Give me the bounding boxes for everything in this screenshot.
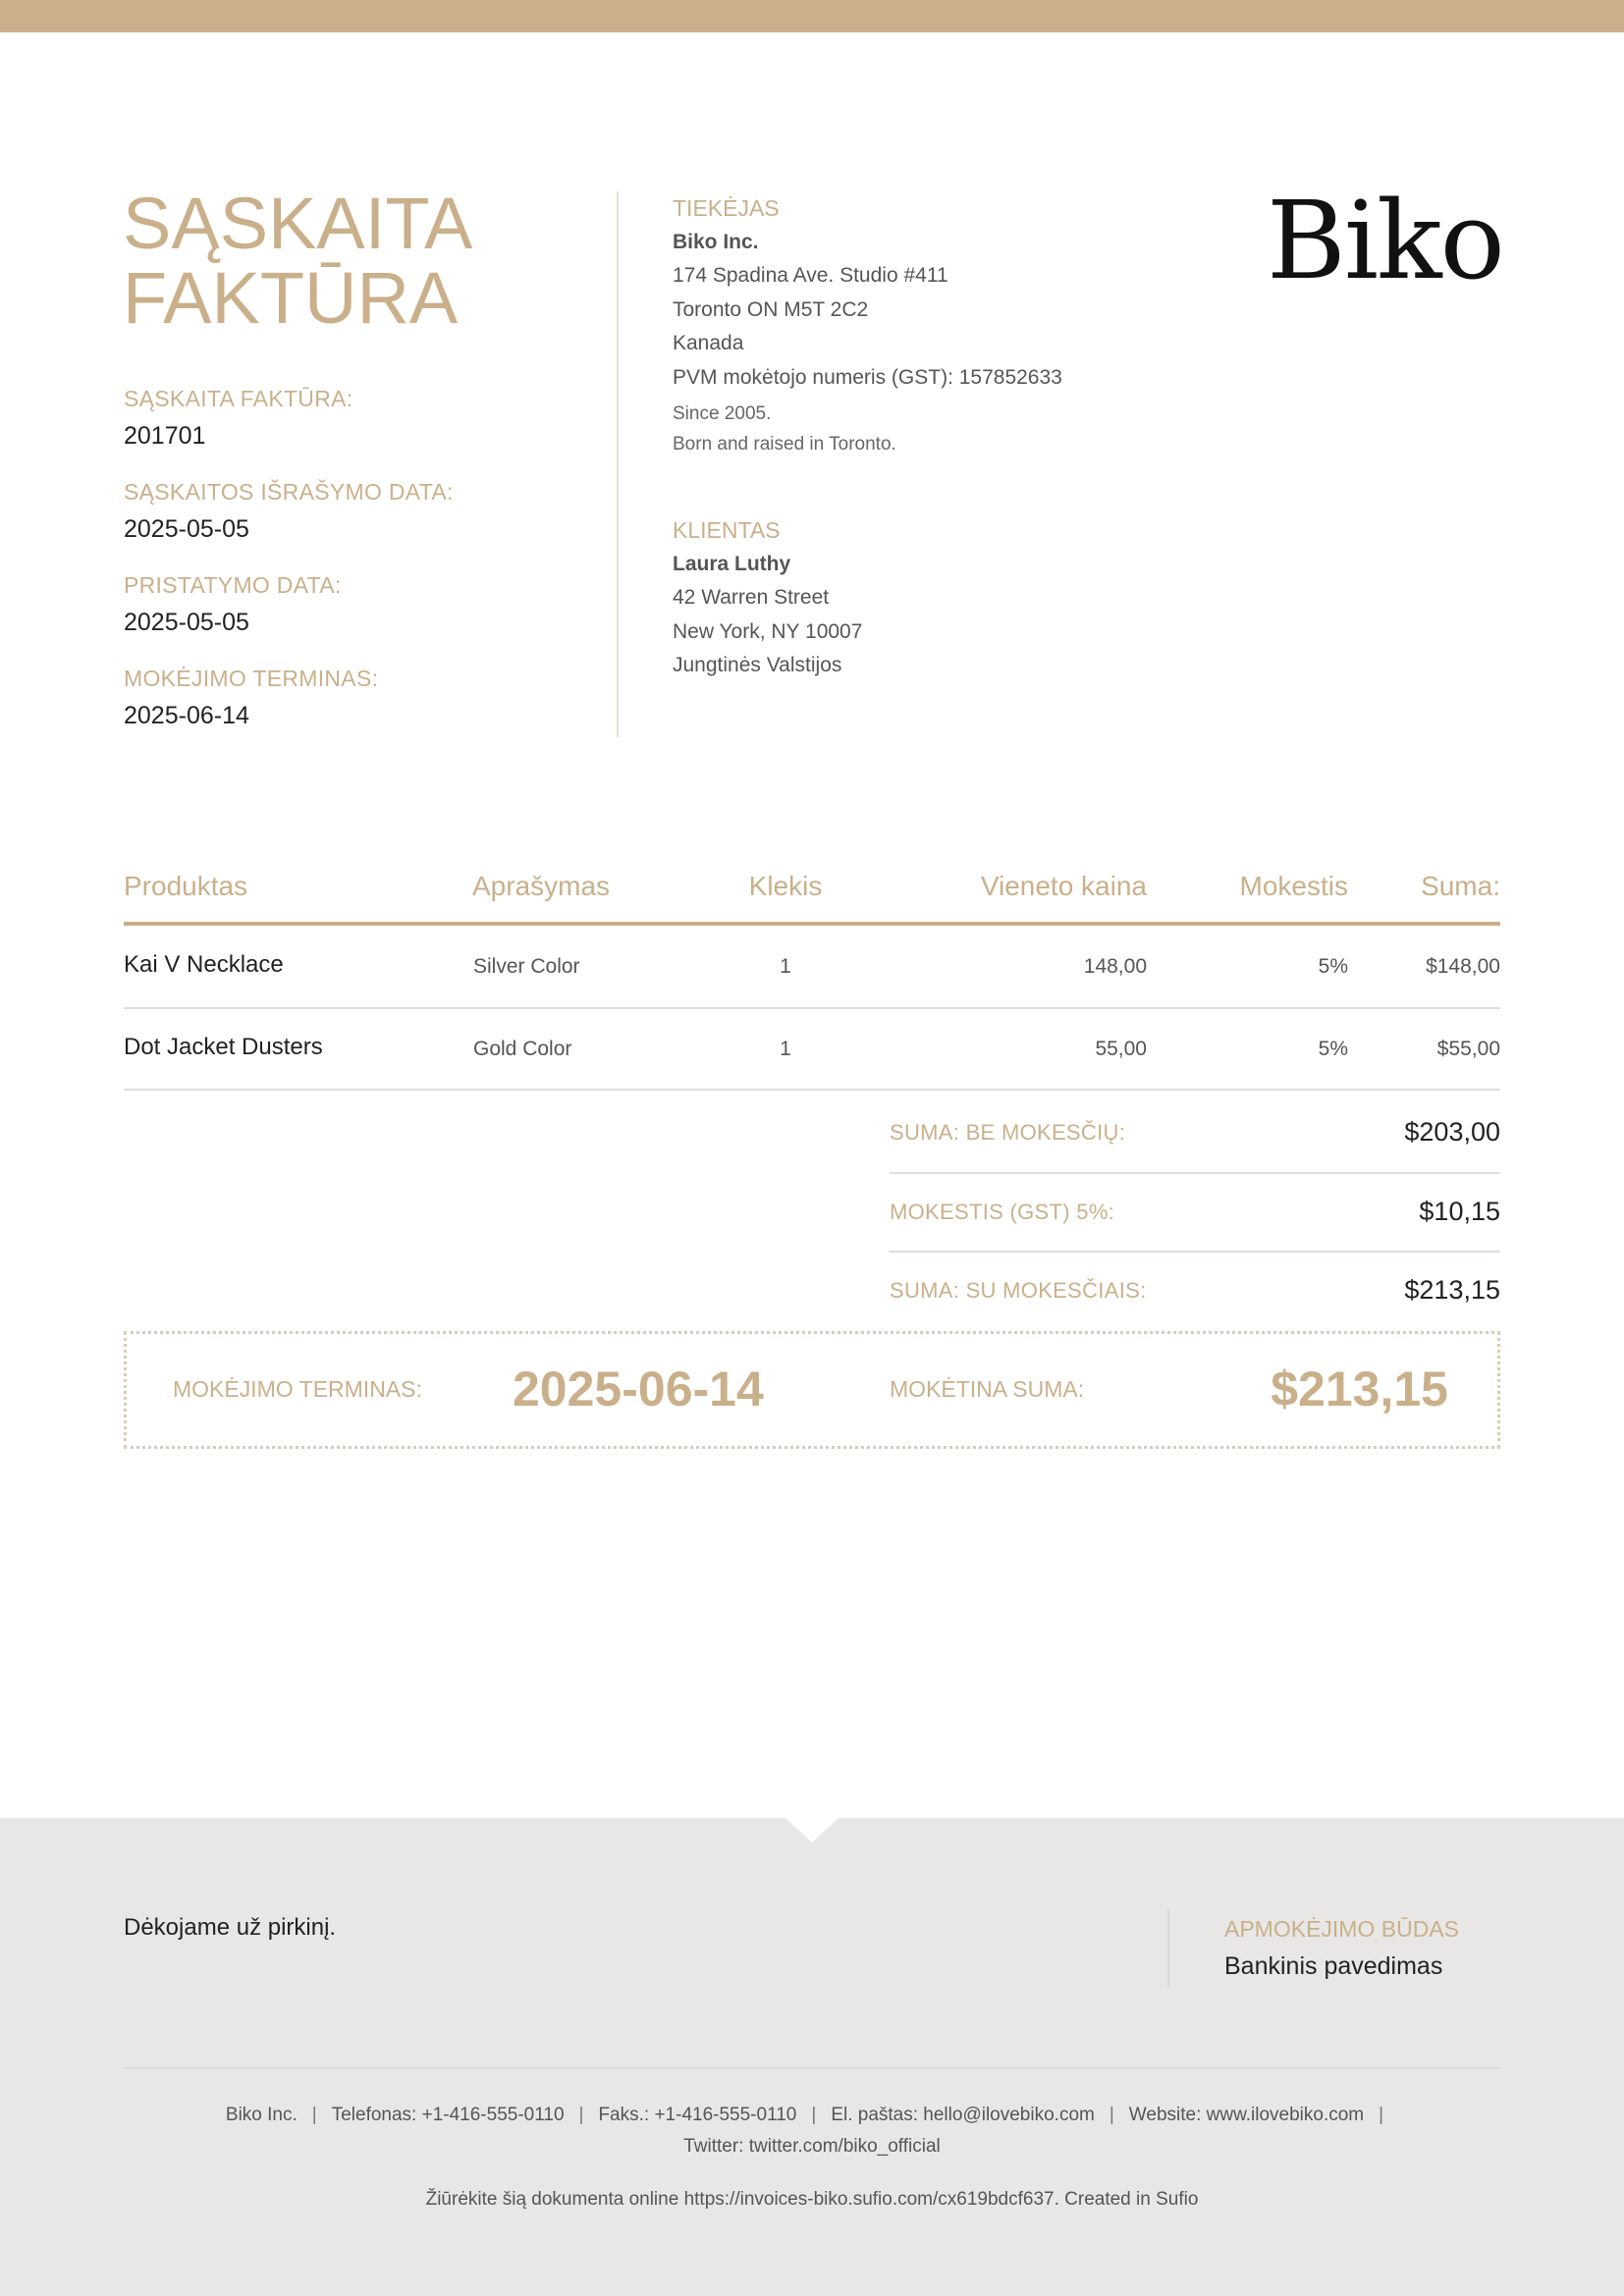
supplier-note2: Born and raised in Toronto. [673, 434, 896, 454]
meta-label: SĄSKAITOS IŠRAŠYMO DATA: [124, 479, 454, 505]
invoice-title-line2: FAKTŪRA [123, 257, 459, 339]
meta-due-date [124, 665, 595, 758]
contact-separator: | [1379, 2105, 1384, 2125]
supplier-address2: Toronto ON M5T 2C2 [673, 297, 869, 321]
contact-fax: Faks.: +1-416-555-0110 [598, 2105, 797, 2125]
contact-website[interactable]: Website: www.ilovebiko.com [1128, 2105, 1365, 2125]
row-divider [124, 1007, 1500, 1009]
client-address1: 42 Warren Street [673, 586, 830, 609]
cell-sum: $148,00 [1426, 955, 1500, 978]
top-accent-bar [0, 0, 1624, 32]
payment-method-label: APMOKĖJIMO BŪDAS [1224, 1916, 1459, 1942]
client-name: Laura Luthy [673, 553, 791, 575]
client-address2: New York, NY 10007 [673, 619, 863, 643]
col-header-unit-price: Vieneto kaina [980, 871, 1147, 901]
contact-separator: | [311, 2105, 317, 2125]
meta-label: PRISTATYMO DATA: [124, 572, 342, 598]
client-label: KLIENTAS [673, 517, 781, 543]
totals-divider [890, 1172, 1500, 1174]
header-divider [617, 191, 619, 737]
supplier-block [673, 194, 1360, 459]
meta-delivery-date [124, 571, 595, 665]
col-header-product: Produktas [124, 871, 248, 901]
meta-invoice-number [124, 385, 595, 478]
supplier-label: TIEKĖJAS [673, 195, 780, 221]
cell-product: Kai V Necklace [124, 951, 284, 978]
supplier-tax-number: PVM mokėtojo numeris (GST): 157852633 [673, 365, 1062, 389]
invoice-meta [124, 385, 595, 758]
cell-tax: 5% [1318, 955, 1348, 978]
meta-value: 2025-05-05 [124, 515, 249, 543]
tax-value: $10,15 [1419, 1197, 1500, 1226]
contact-separator: | [811, 2105, 817, 2125]
table-header-rule [124, 922, 1500, 926]
cell-product: Dot Jacket Dusters [124, 1034, 323, 1060]
cell-description: Silver Color [473, 955, 580, 978]
contact-email[interactable]: El. paštas: hello@ilovebiko.com [831, 2105, 1095, 2125]
cell-qty: 1 [780, 955, 791, 978]
col-header-qty: Klekis [748, 871, 823, 901]
footer-divider [1167, 1910, 1169, 1987]
meta-issue-date [124, 478, 595, 571]
contact-separator: | [1109, 2105, 1114, 2125]
amount-due-box [124, 1331, 1500, 1449]
contact-company: Biko Inc. [225, 2105, 298, 2125]
thanks-message: Dėkojame už pirkinį. [124, 1914, 337, 1941]
contact-info [124, 2100, 1500, 2163]
invoice-title [123, 183, 473, 339]
cell-sum: $55,00 [1436, 1038, 1500, 1060]
meta-label: SĄSKAITA FAKTŪRA: [124, 386, 353, 411]
meta-value: 2025-06-14 [124, 702, 249, 729]
cell-qty: 1 [780, 1038, 791, 1060]
row-divider [124, 1089, 1500, 1091]
footer-rule [124, 2067, 1500, 2069]
due-term-value: 2025-06-14 [513, 1362, 764, 1416]
contact-phone[interactable]: Telefonas: +1-416-555-0110 [331, 2105, 565, 2125]
supplier-address1: 174 Spadina Ave. Studio #411 [673, 264, 948, 287]
footer [0, 1818, 1624, 2296]
contact-twitter[interactable]: Twitter: twitter.com/biko_official [683, 2136, 941, 2157]
due-term-label: MOKĖJIMO TERMINAS: [173, 1376, 422, 1402]
footer-notch [785, 1817, 839, 1842]
subtotal-label: SUMA: BE MOKESČIŲ: [890, 1120, 1126, 1145]
amount-due-label: MOKĖTINA SUMA: [890, 1376, 1085, 1402]
meta-value: 201701 [124, 422, 206, 450]
meta-value: 2025-05-05 [124, 609, 249, 636]
col-header-tax: Mokestis [1239, 871, 1348, 901]
total-label: SUMA: SU MOKESČIAIS: [890, 1278, 1147, 1303]
tax-label: MOKESTIS (GST) 5%: [890, 1200, 1115, 1224]
col-header-sum: Suma: [1421, 871, 1500, 901]
total-value: $213,15 [1404, 1275, 1500, 1305]
payment-method-value: Bankinis pavedimas [1224, 1952, 1443, 1980]
cell-description: Gold Color [473, 1038, 572, 1060]
cell-tax: 5% [1318, 1038, 1348, 1060]
totals-divider [890, 1251, 1500, 1253]
supplier-note1: Since 2005. [673, 403, 772, 424]
supplier-name: Biko Inc. [673, 231, 759, 253]
contact-separator: | [578, 2105, 584, 2125]
cell-unit-price: 148,00 [1083, 955, 1147, 978]
amount-due-value: $213,15 [1271, 1362, 1448, 1416]
supplier-country: Kanada [673, 332, 744, 354]
client-country: Jungtinės Valstijos [673, 654, 842, 676]
client-block [673, 516, 1360, 683]
cell-unit-price: 55,00 [1095, 1038, 1147, 1060]
meta-label: MOKĖJIMO TERMINAS: [124, 666, 379, 691]
subtotal-value: $203,00 [1404, 1117, 1500, 1147]
online-link-note[interactable]: Žiūrėkite šią dokumenta online https://invoices-biko.sufio.com/cx619bdcf637. Created in Sufio [425, 2189, 1199, 2210]
biko-logo: Biko [1267, 178, 1503, 303]
col-header-description: Aprašymas [472, 871, 611, 901]
invoice-title-line1: SĄSKAITA [123, 183, 473, 264]
